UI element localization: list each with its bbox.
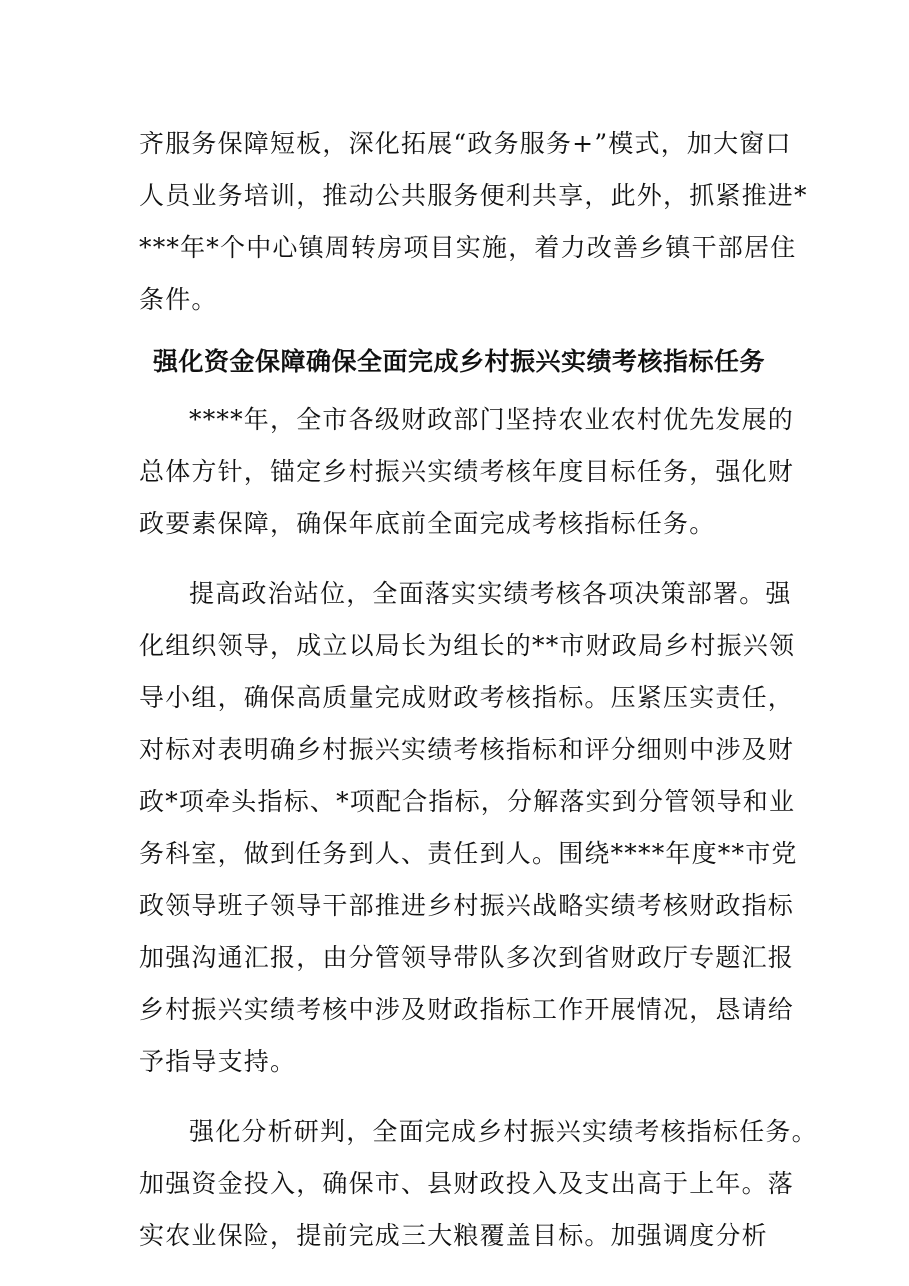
paragraph-1 xyxy=(139,394,795,550)
paragraph-spacer xyxy=(139,550,779,568)
paragraph-spacer xyxy=(139,1088,779,1106)
continuation-paragraph xyxy=(139,118,808,326)
text-line: 总体方针，锚定乡村振兴实绩考核年度目标任务，强化财 xyxy=(139,457,795,486)
text-line: 政*项牵头指标、*项配合指标，分解落实到分管领导和业 xyxy=(139,787,796,816)
text-line: 人员业务培训，推动公共服务便利共享，此外，抓紧推进* xyxy=(139,181,808,210)
text-line: 齐服务保障短板，深化拓展“政务服务+”模式，加大窗口 xyxy=(139,129,792,158)
paragraph-2 xyxy=(139,568,798,1088)
paragraph-3 xyxy=(139,1106,818,1262)
text-line: ****年，全市各级财政部门坚持农业农村优先发展的 xyxy=(189,405,795,434)
text-line: 乡村振兴实绩考核中涉及财政指标工作开展情况，恳请给 xyxy=(139,995,795,1024)
text-line: 条件。 xyxy=(139,285,218,314)
text-line: 务科室，做到任务到人、责任到人。围绕****年度**市党 xyxy=(139,839,798,868)
text-line: 提高政治站位，全面落实实绩考核各项决策部署。强 xyxy=(189,579,792,608)
text-line: 政领导班子领导干部推进乡村振兴战略实绩考核财政指标 xyxy=(139,891,795,920)
text-line: 对标对表明确乡村振兴实绩考核指标和评分细则中涉及财 xyxy=(139,735,795,764)
text-line: ***年*个中心镇周转房项目实施，着力改善乡镇干部居住 xyxy=(139,233,797,262)
text-line: 加强沟通汇报，由分管领导带队多次到省财政厅专题汇报 xyxy=(139,943,795,972)
text-line: 政要素保障，确保年底前全面完成考核指标任务。 xyxy=(139,509,716,538)
text-line: 予指导支持。 xyxy=(139,1047,297,1076)
text-line: 实农业保险，提前完成三大粮覆盖目标。加强调度分析 xyxy=(139,1221,768,1250)
document-page xyxy=(139,118,818,1262)
text-line: 强化分析研判，全面完成乡村振兴实绩考核指标任务。 xyxy=(189,1117,818,1146)
text-line: 化组织领导，成立以局长为组长的**市财政局乡村振兴领 xyxy=(139,631,796,660)
text-line: 加强资金投入，确保市、县财政投入及支出高于上年。落 xyxy=(139,1169,795,1198)
section-heading: 强化资金保障确保全面完成乡村振兴实绩考核指标任务 xyxy=(152,347,765,376)
text-line: 导小组，确保高质量完成财政考核指标。压紧压实责任， xyxy=(139,683,795,712)
